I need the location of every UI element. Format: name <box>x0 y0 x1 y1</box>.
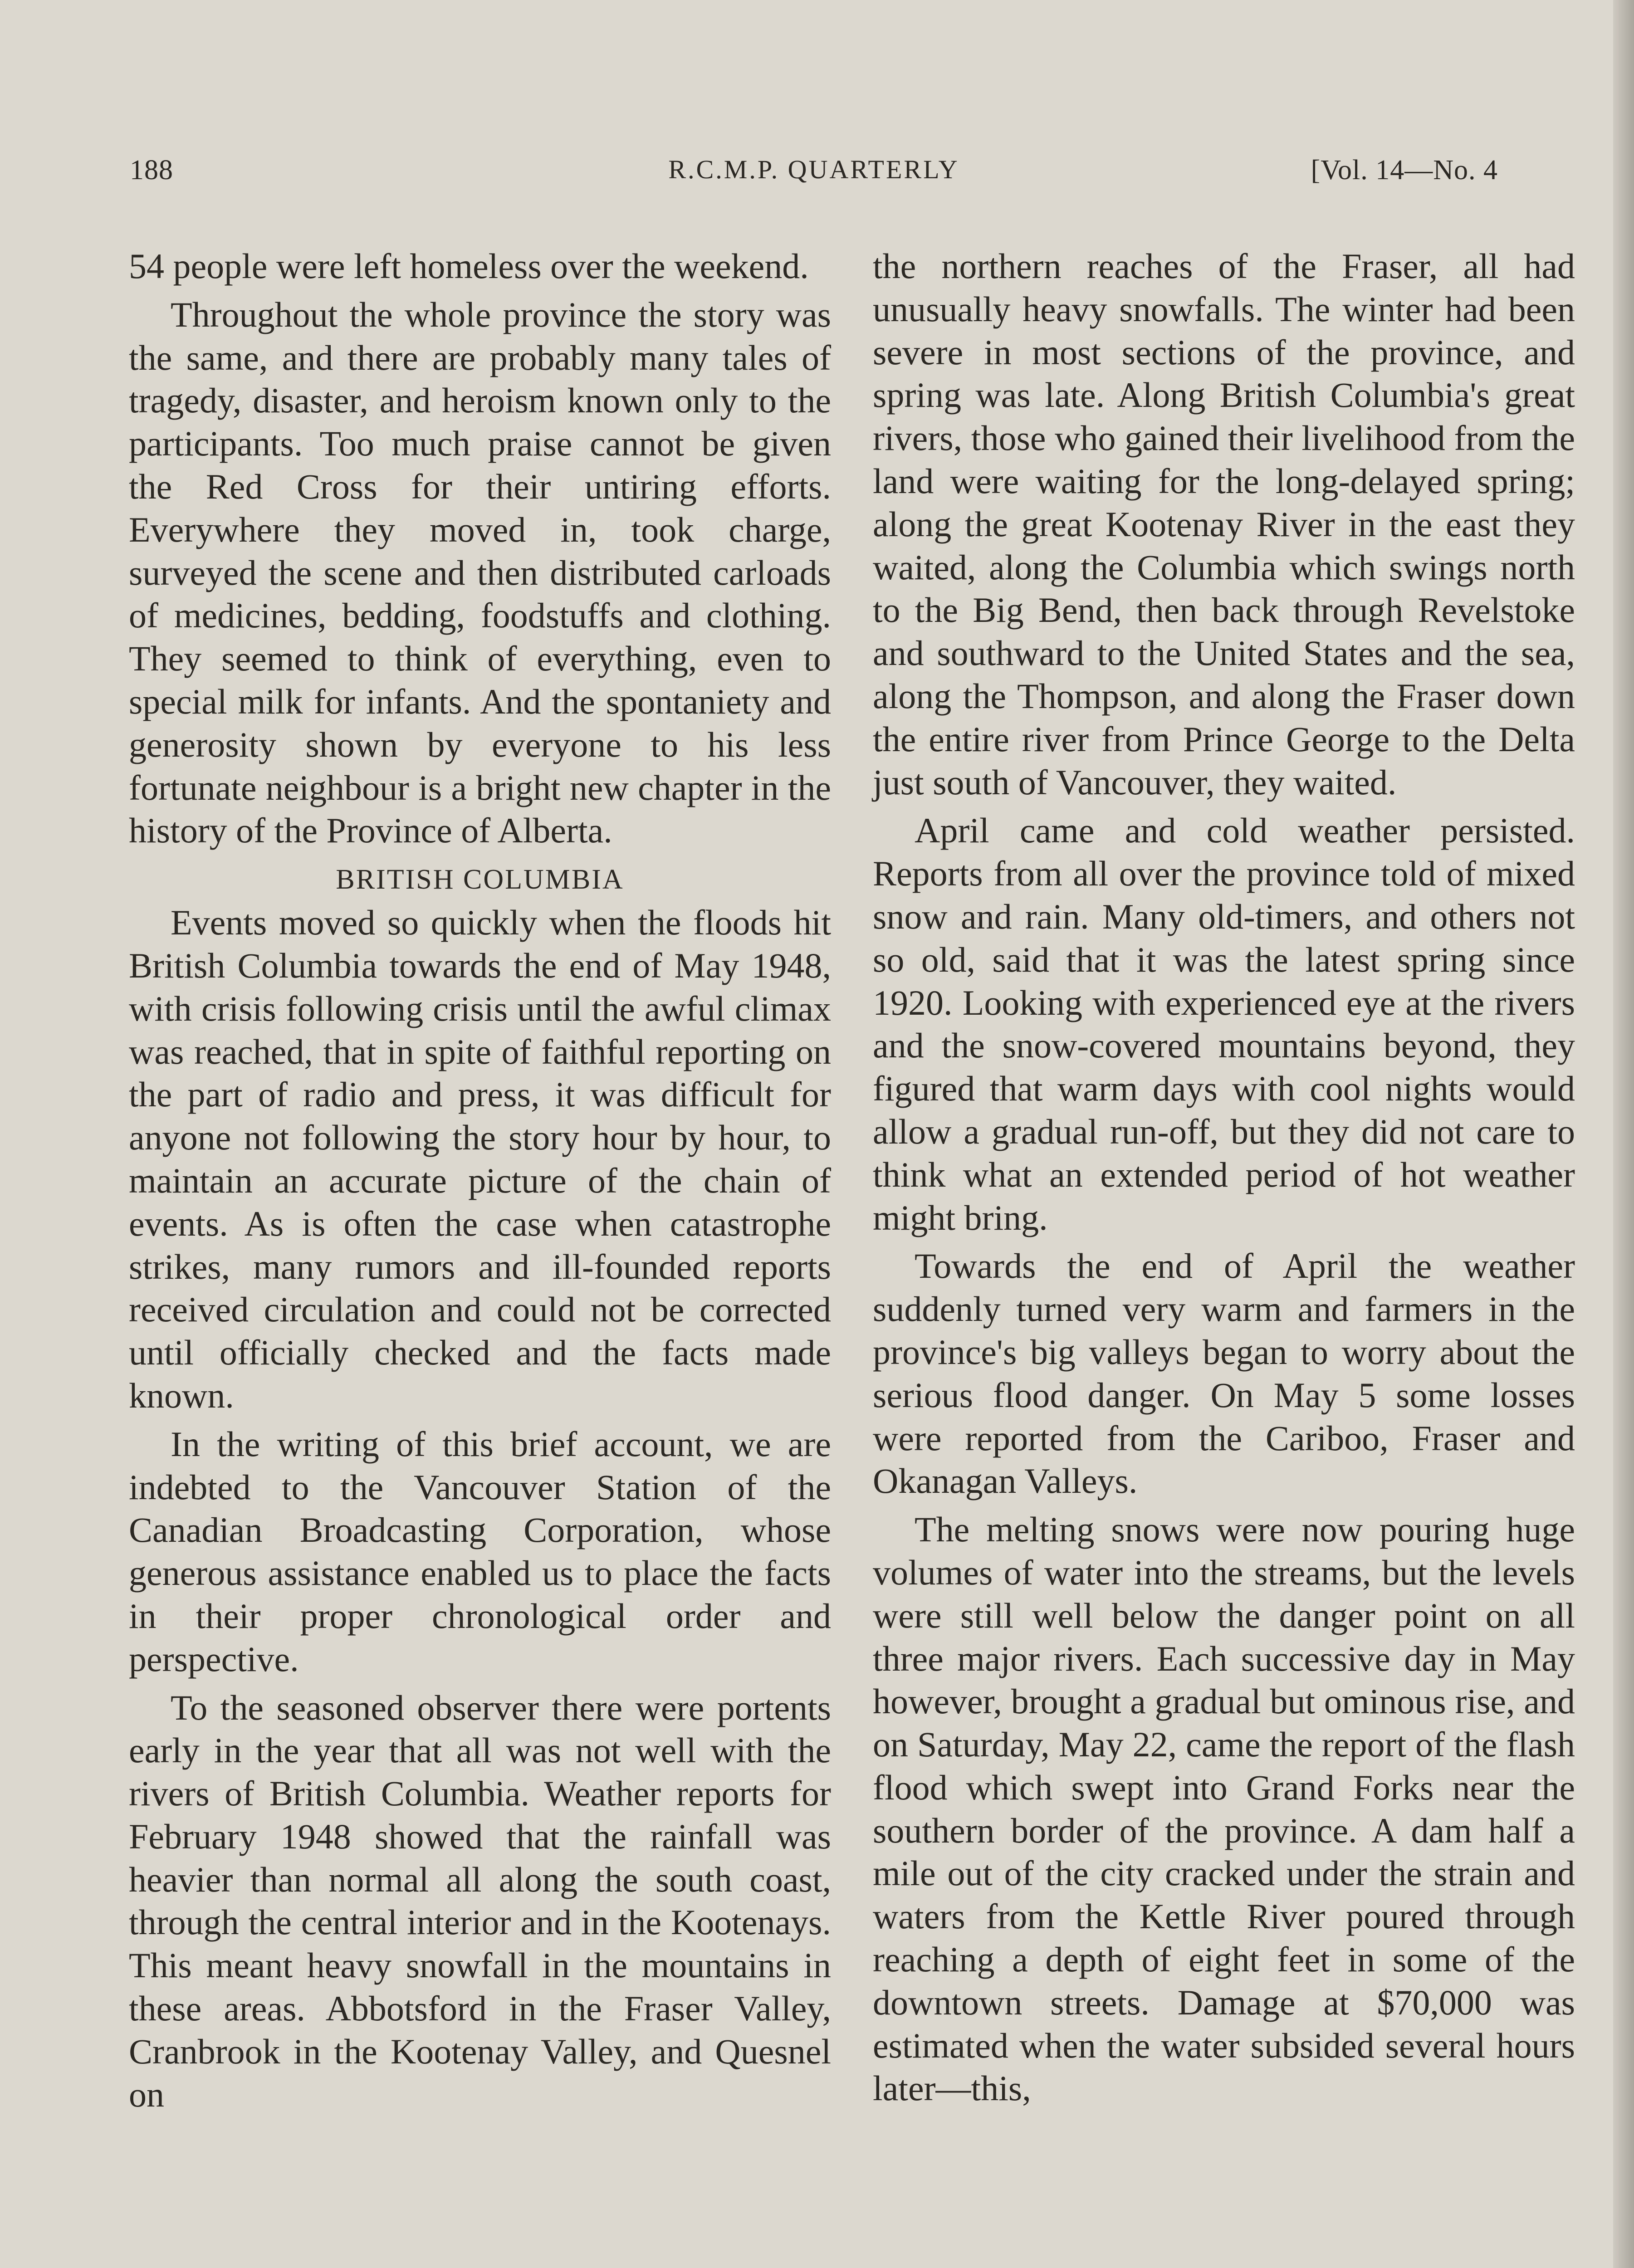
paragraph: To the seasoned observer there were portents early in the year that all was not well with the rivers of British Columbia. Weather reports for February 1948 showed that the rainfall was heavier than normal all along the south coast, through the central interior and in the Kootenays. This meant heavy snowfall in the mountains in these areas. Abbotsford in the Fraser Valley, Cranbrook in the Kootenay Valley, and Quesnel on <box>129 1687 831 2114</box>
running-header <box>130 154 1498 195</box>
page-edge-shadow <box>1613 0 1634 2268</box>
paragraph: April came and cold weather persisted. Reports from all over the province told of mixed snow and rain. Many old-timers, and others not so old, said that it was the latest spring since 1920. Looking with experienced eye at the rivers and the snow-covered mountains beyond, they figured that warm days with cool nights would allow a gradual run-off, but they did not care to think what an extended period of hot weather might bring. <box>873 811 1575 1237</box>
paragraph: Throughout the whole province the story was the same, and there are probably many tales of tragedy, disaster, and heroism known only to the participants. Too much praise cannot be given the Red Cross for their untiring efforts. Everywhere they moved in, took charge, surveyed the scene and then distributed carloads of medicines, bedding, foodstuffs and clothing. They seemed to think of everything, even to special milk for infants. And the spontaniety and generosity shown by everyone to his less fortunate neighbour is a bright new chapter in the history of the Province of Alberta. <box>129 294 831 850</box>
paragraph: the northern reaches of the Fraser, all had unusually heavy snowfalls. The winter had been severe in most sections of the province, and spring was late. Along British Columbia's great rivers, those who gained their livelihood from the land were waiting for the long-delayed spring; along the great Kootenay River in the east they waited, along the Columbia which swings north to the Big Bend, then back through Revelstoke and southward to the United States and the sea, along the Thompson, and along the Fraser down the entire river from Prince George to the Delta just south of Vancouver, they waited. <box>873 246 1575 802</box>
paragraph: The melting snows were now pouring huge volumes of water into the streams, but the levels were still well below the danger point on all three major rivers. Each successive day in May however, brought a gradual but ominous rise, and on Saturday, May 22, came the report of the flash flood which swept into Grand Forks near the southern border of the province. A dam half a mile out of the city cracked under the strain and waters from the Kettle River poured through reaching a depth of eight feet in some of the downtown streets. Damage at $70,000 was estimated when the water subsided several hours later—this, <box>873 1510 1575 2108</box>
page-number: 188 <box>130 155 173 186</box>
paragraph: 54 people were left homeless over the weekend. <box>129 246 809 286</box>
paragraph: In the writing of this brief account, we are indebted to the Vancouver Station of the Canadian Broadcasting Corporation, whose generous assistance enabled us to place the facts in their proper chronological order and perspective. <box>129 1424 831 1679</box>
journal-title: R.C.M.P. QUARTERLY <box>668 155 959 184</box>
volume-issue: [Vol. 14—No. 4 <box>1311 155 1498 186</box>
paragraph: Towards the end of April the weather suddenly turned very warm and farmers in the province's big valleys began to worry about the serious flood danger. On May 5 some losses were reported from the Cariboo, Fraser and Okanagan Valleys. <box>873 1246 1575 1501</box>
right-column <box>873 245 1575 2116</box>
section-heading: BRITISH COLUMBIA <box>336 864 624 895</box>
left-column <box>129 245 831 2121</box>
paragraph: Events moved so quickly when the floods hit British Columbia towards the end of May 1948, with crisis following crisis until the awful climax was reached, that in spite of faithful reporting on the part of radio and press, it was difficult for anyone not following the story hour by hour, to maintain an accurate picture of the chain of events. As is often the case when catastrophe strikes, many rumors and ill-founded reports received circulation and could not be corrected until officially checked and the facts made known. <box>129 903 831 1415</box>
